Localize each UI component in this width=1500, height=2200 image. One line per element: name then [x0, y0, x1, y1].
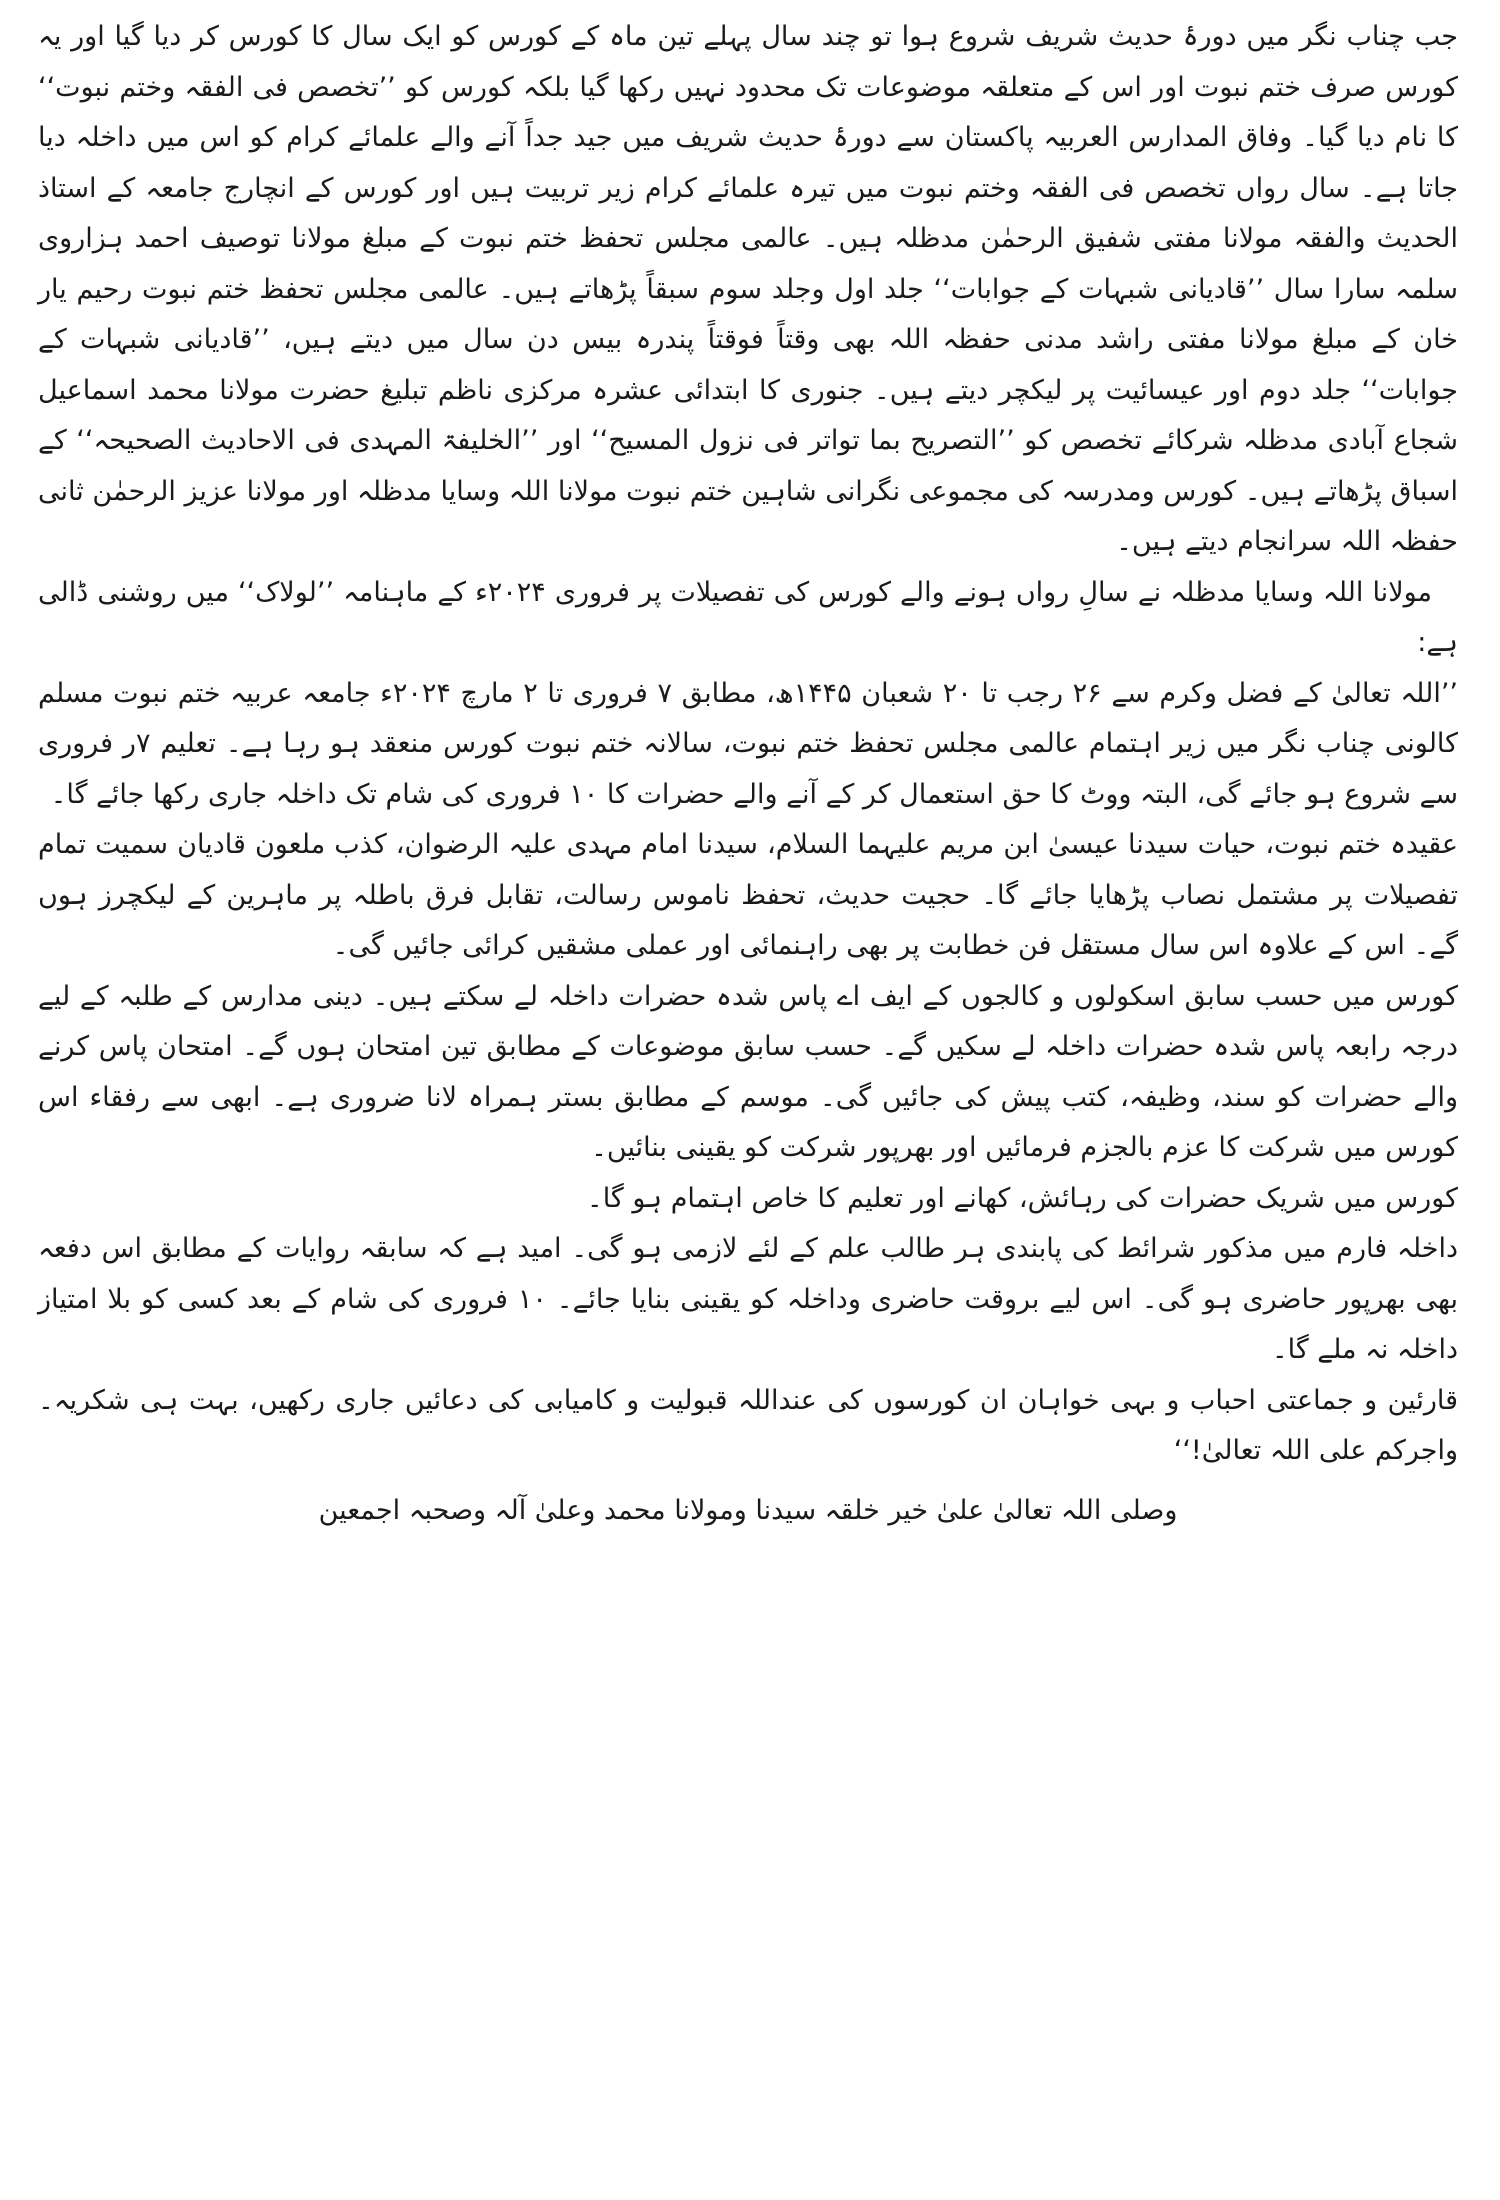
- paragraph-prayer-request: قارئین و جماعتی احباب و بہی خواہان ان کورسوں کی عنداللہ قبولیت و کامیابی کی دعائیں جاری رکھیں، بہت ہی شکریہ۔ واجرکم علی اللہ تعالیٰ!‘‘: [38, 1384, 1458, 1466]
- closing-salutation: وصلی اللہ تعالیٰ علیٰ خیر خلقہ سیدنا ومولانا محمد وعلیٰ آلہ وصحبہ اجمعین: [318, 1494, 1178, 1526]
- paragraph-curriculum: عقیدہ ختم نبوت، حیات سیدنا عیسیٰ ابن مریم علیہما السلام، سیدنا امام مہدی علیہ الرضوان، کذب ملعون قادیان سمیت تمام تفصیلات پر مشتمل نصاب پڑھایا جائے گا۔ حجیت حدیث، تحفظ ناموس رسالت، تقابل فرق باطلہ پر ماہرین کے لیکچرز ہوں گے۔ اس کے علاوہ اس سال مستقل فن خطابت پر بھی راہنمائی اور عملی مشقیں کرائی جائیں گی۔: [38, 829, 1458, 961]
- paragraph-admission: کورس میں حسب سابق اسکولوں و کالجوں کے ایف اے پاس شدہ حضرات داخلہ لے سکتے ہیں۔ دینی مدارس کے طلبہ کے لیے درجہ رابعہ پاس شدہ حضرات داخلہ لے سکیں گے۔ حسب سابق موضوعات کے مطابق تین امتحان ہوں گے۔ امتحان پاس کرنے والے حضرات کو سند، وظیفہ، کتب پیش کی جائیں گی۔ موسم کے مطابق بستر ہمراہ لانا ضروری ہے۔ ابھی سے رفقاء اس کورس میں شرکت کا عزم بالجزم فرمائیں اور بھرپور شرکت کو یقینی بنائیں۔: [38, 980, 1458, 1163]
- paragraph-quote-intro: مولانا اللہ وسایا مدظلہ نے سالِ رواں ہونے والے کورس کی تفصیلات پر فروری ۲۰۲۴ء کے ماہنامہ ’’لولاک‘‘ میں روشنی ڈالی ہے:: [38, 576, 1458, 658]
- paragraph-intro: جب چناب نگر میں دورۂ حدیث شریف شروع ہوا تو چند سال پہلے تین ماہ کے کورس کو ایک سال کا کورس کر دیا گیا اور یہ کورس صرف ختم نبوت اور اس کے متعلقہ موضوعات تک محدود نہیں رکھا گیا بلکہ کورس کو ’’تخصص فی الفقہ وختم نبوت‘‘ کا نام دیا گیا۔ وفاق المدارس العربیہ پاکستان سے دورۂ حدیث شریف میں جید جداً آنے والے علمائے کرام کو اس میں داخلہ دیا جاتا ہے۔ سال رواں تخصص فی الفقہ وختم نبوت میں تیرہ علمائے کرام زیر تربیت ہیں اور کورس کے انچارج جامعہ کے استاذ الحدیث والفقہ مولانا مفتی شفیق الرحمٰن مدظلہ ہیں۔ عالمی مجلس تحفظ ختم نبوت کے مبلغ مولانا توصیف احمد ہزاروی سلمہ سارا سال ’’قادیانی شبہات کے جوابات‘‘ جلد اول وجلد سوم سبقاً پڑھاتے ہیں۔ عالمی مجلس تحفظ ختم نبوت رحیم یار خان کے مبلغ مولانا مفتی راشد مدنی حفظہ اللہ بھی وقتاً فوقتاً پندرہ بیس دن سال میں دیتے ہیں، ’’قادیانی شبہات کے جوابات‘‘ جلد دوم اور عیسائیت پر لیکچر دیتے ہیں۔ جنوری کا ابتدائی عشرہ مرکزی ناظم تبلیغ حضرت مولانا محمد اسماعیل شجاع آبادی مدظلہ شرکائے تخصص کو ’’التصریح بما تواتر فی نزول المسیح‘‘ اور ’’الخلیفۃ المہدی فی الاحادیث الصحیحہ‘‘ کے اسباق پڑھاتے ہیں۔ کورس ومدرسہ کی مجموعی نگرانی شاہین ختم نبوت مولانا اللہ وسایا مدظلہ اور مولانا عزیز الرحمٰن ثانی حفظہ اللہ سرانجام دیتے ہیں۔: [38, 21, 1458, 557]
- paragraph-accommodation: کورس میں شریک حضرات کی رہائش، کھانے اور تعلیم کا خاص اہتمام ہو گا۔: [586, 1182, 1458, 1214]
- paragraph-course-announcement: ’’اللہ تعالیٰ کے فضل وکرم سے ۲۶ رجب تا ۲۰ شعبان ۱۴۴۵ھ، مطابق ۷ فروری تا ۲ مارچ ۲۰۲۴ء جامعہ عربیہ ختم نبوت مسلم کالونی چناب نگر میں زیر اہتمام عالمی مجلس تحفظ ختم نبوت، سالانہ ختم نبوت کورس منعقد ہو رہا ہے۔ تعلیم ۷ر فروری سے شروع ہو جائے گی، البتہ ووٹ کا حق استعمال کر کے آنے والے حضرات کا ۱۰ فروری کی شام تک داخلہ جاری رکھا جائے گا۔: [38, 677, 1459, 810]
- article-body: [38, 12, 1458, 1537]
- paragraph-admission-form: داخلہ فارم میں مذکور شرائط کی پابندی ہر طالب علم کے لئے لازمی ہو گی۔ امید ہے کہ سابقہ روایات کے مطابق اس دفعہ بھی بھرپور حاضری ہو گی۔ اس لیے بروقت حاضری وداخلہ کو یقینی بنایا جائے۔ ۱۰ فروری کی شام کے بعد کسی کو بلا امتیاز داخلہ نہ ملے گا۔: [38, 1233, 1459, 1365]
